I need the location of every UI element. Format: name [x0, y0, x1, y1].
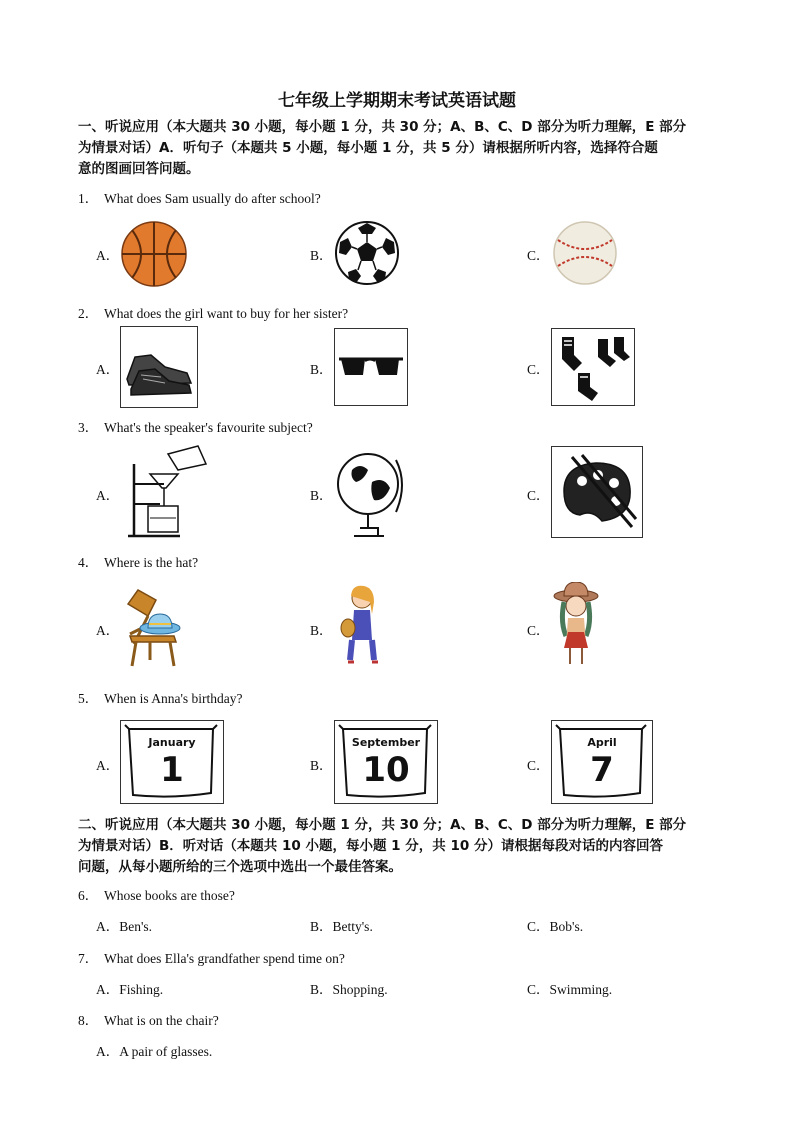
- girl-holding-hat-icon[interactable]: [338, 584, 384, 670]
- basketball-icon[interactable]: [120, 220, 188, 288]
- q4-label-c: C．: [527, 623, 550, 638]
- socks-option[interactable]: [551, 328, 635, 406]
- q5-label-c: C．: [527, 758, 550, 773]
- q5-label-a: A．: [96, 758, 120, 773]
- q6-option-c[interactable]: C．Bob's.: [527, 919, 584, 934]
- calendar-april-7[interactable]: [551, 720, 653, 804]
- q3-label-b: B．: [310, 488, 333, 503]
- question-7: 7． What does Ella's grandfather spend time on?: [78, 951, 345, 966]
- socks-icon: [552, 329, 634, 405]
- question-3: 3． What's the speaker's favourite subject?: [78, 420, 313, 435]
- calendar-month: January: [148, 736, 196, 749]
- q2-label-b: B．: [310, 362, 333, 377]
- q7-option-b[interactable]: B．Shopping.: [310, 982, 388, 997]
- question-2: 2． What does the girl want to buy for her sister?: [78, 306, 349, 321]
- q4-label-a: A．: [96, 623, 120, 638]
- q3-label-c: C．: [527, 488, 550, 503]
- sneakers-option[interactable]: [120, 326, 198, 408]
- q2-label-c: C．: [527, 362, 550, 377]
- sneakers-icon: [121, 327, 197, 407]
- q2-label-a: A．: [96, 362, 120, 377]
- section-1-instructions: 一、听说应用（本大题共 30 小题，每小题 1 分，共 30 分；A、B、C、D 部分为听力理解，E 部分 为情景对话）A．听句子（本题共 5 小题，每小题 1 分，共 5 分）请根据所听内容，选择符合题 意的图画回答问题。: [78, 119, 687, 177]
- palette-icon: [552, 447, 642, 537]
- page-title: 七年级上学期期末考试英语试题: [278, 91, 516, 111]
- calendar-january-1[interactable]: [120, 720, 224, 804]
- q1-label-a: A．: [96, 248, 120, 263]
- question-5: 5． When is Anna's birthday?: [78, 691, 243, 706]
- calendar-month: September: [351, 736, 421, 749]
- calendar-day: 7: [590, 750, 614, 790]
- q1-label-b: B．: [310, 248, 333, 263]
- q7-option-a[interactable]: A．Fishing.: [96, 982, 164, 997]
- q8-option-a[interactable]: A．A pair of glasses.: [96, 1044, 213, 1059]
- question-4: 4． Where is the hat?: [78, 555, 199, 570]
- q6-option-a[interactable]: A．Ben's.: [96, 919, 153, 934]
- calendar-day: 1: [160, 750, 184, 790]
- q6-option-b[interactable]: B．Betty's.: [310, 919, 373, 934]
- question-1: 1． What does Sam usually do after school?: [78, 191, 321, 206]
- q7-option-c[interactable]: C．Swimming.: [527, 982, 613, 997]
- q5-label-b: B．: [310, 758, 333, 773]
- hat-on-chair-icon[interactable]: [120, 584, 184, 668]
- globe-icon[interactable]: [334, 442, 410, 542]
- q4-label-b: B．: [310, 623, 333, 638]
- calendar-day: 10: [362, 750, 410, 790]
- baseball-icon[interactable]: [552, 220, 618, 286]
- paint-palette-option[interactable]: [551, 446, 643, 538]
- question-6: 6． Whose books are those?: [78, 888, 235, 903]
- section-2-instructions: 二、听说应用（本大题共 30 小题，每小题 1 分，共 30 分；A、B、C、D 部分为听力理解，E 部分 为情景对话）B．听对话（本题共 10 小题，每小题 1 分，共 10 分）请根据每段对话的内容回答 问题，从每小题所给的三个选项中选出一个最佳答案。: [78, 817, 687, 875]
- girl-wearing-hat-icon[interactable]: [550, 582, 602, 670]
- sunglasses-icon: [335, 329, 407, 405]
- calendar-month: April: [587, 736, 617, 749]
- question-8: 8． What is on the chair?: [78, 1013, 219, 1028]
- lab-equipment-icon[interactable]: [120, 444, 210, 542]
- calendar-september-10[interactable]: [334, 720, 438, 804]
- q3-label-a: A．: [96, 488, 120, 503]
- q1-label-c: C．: [527, 248, 550, 263]
- soccer-ball-icon[interactable]: [334, 220, 400, 286]
- sunglasses-option[interactable]: [334, 328, 408, 406]
